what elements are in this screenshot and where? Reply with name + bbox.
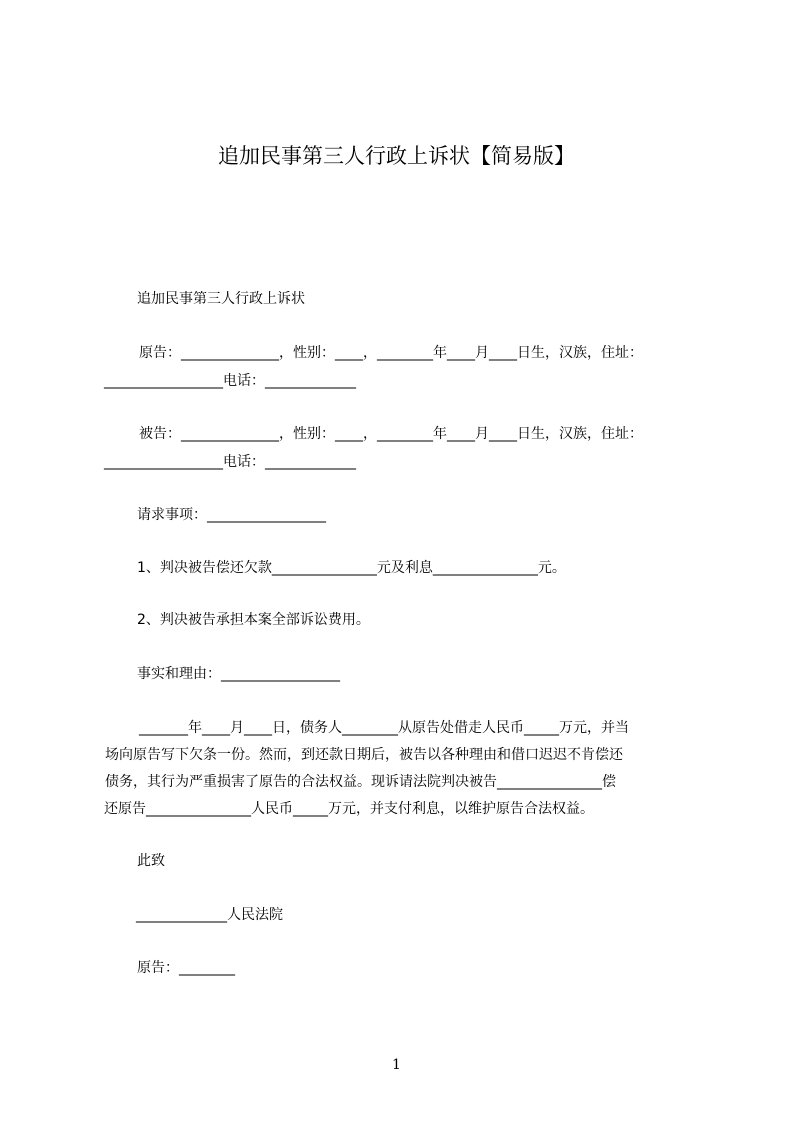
closing-line: 此致 xyxy=(137,853,165,869)
signature-line: 原告：________ xyxy=(137,960,235,976)
facts-line-2: 场向原告写下欠条一份。然而，到还款日期后，被告以各种理由和借口迟迟不肯偿还 xyxy=(105,747,623,763)
facts-line-1: _______年____月____日，债务人________从原告处借走人民币_____万元，并当 xyxy=(139,720,629,736)
claim-2: 2、判决被告承担本案全部诉讼费用。 xyxy=(137,612,370,628)
document-title: 追加民事第三人行政上诉状【简易版】 xyxy=(218,144,575,168)
facts-line-4: 还原告_______________人民币_____万元，并支付利息，以维护原告合法权益。 xyxy=(104,801,594,817)
facts-label: 事实和理由：_________________ xyxy=(137,666,340,682)
defendant-line-2: _________________电话：_____________ xyxy=(104,454,356,470)
court-line: _____________人民法院 xyxy=(136,907,283,923)
claims-label: 请求事项：_________________ xyxy=(137,507,326,523)
facts-line-3: 债务，其行为严重损害了原告的合法权益。现诉请法院判决被告_______________偿 xyxy=(105,774,616,790)
plaintiff-line-2: _________________电话：_____________ xyxy=(104,373,356,389)
claim-1: 1、判决被告偿还欠款_______________元及利息_______________元。 xyxy=(137,560,566,576)
heading: 追加民事第三人行政上诉状 xyxy=(137,291,305,307)
page-number: 1 xyxy=(392,1057,401,1073)
defendant-line-1: 被告：______________，性别：____，________年____月____日生，汉族，住址： xyxy=(139,426,643,442)
plaintiff-line-1: 原告：______________，性别：____，________年____月____日生，汉族，住址： xyxy=(139,345,643,361)
